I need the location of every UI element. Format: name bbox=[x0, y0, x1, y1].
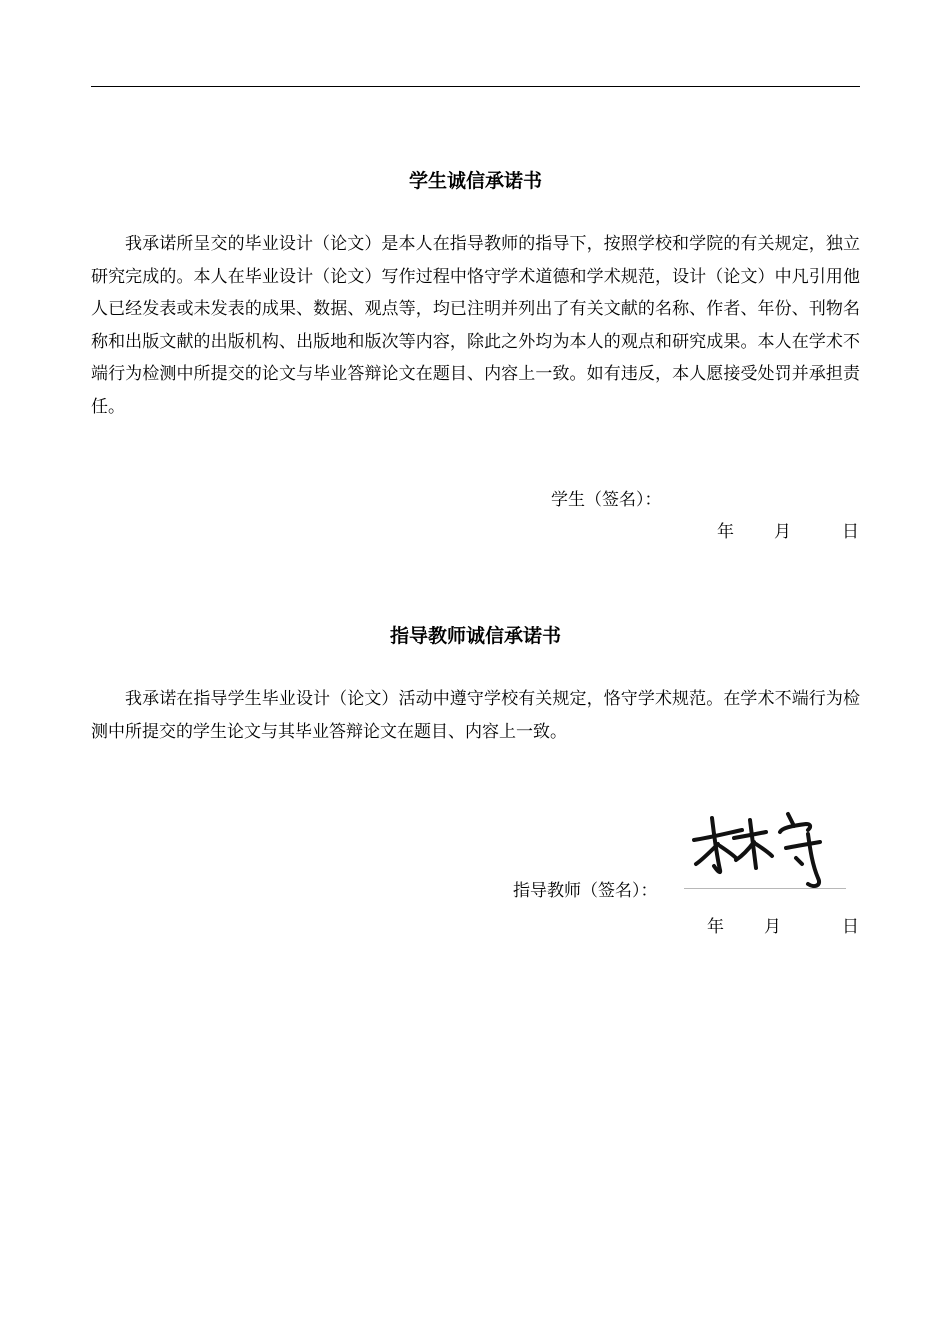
student-date-row bbox=[0, 520, 950, 544]
student-date-year: 年 bbox=[717, 522, 734, 542]
advisor-date-day: 日 bbox=[842, 917, 859, 937]
advisor-pledge-body: 我承诺在指导学生毕业设计（论文）活动中遵守学校有关规定，恪守学术规范。在学术不端行为检测中所提交的学生论文与其毕业答辩论文在题目、内容上一致。 bbox=[91, 689, 860, 742]
advisor-signature-line bbox=[684, 888, 846, 889]
student-pledge-title: 学生诚信承诺书 bbox=[408, 170, 542, 192]
advisor-date-row bbox=[0, 915, 950, 939]
advisor-signature-label: 指导教师（签名）： bbox=[513, 881, 658, 901]
advisor-pledge-title: 指导教师诚信承诺书 bbox=[389, 625, 561, 647]
header-rule bbox=[91, 86, 860, 87]
advisor-date-month: 月 bbox=[764, 917, 781, 937]
student-date-day: 日 bbox=[842, 522, 859, 542]
student-signature-label: 学生（签名）： bbox=[551, 490, 662, 510]
advisor-date-year: 年 bbox=[707, 917, 724, 937]
student-date-month: 月 bbox=[774, 522, 791, 542]
advisor-handwritten-signature bbox=[690, 808, 840, 893]
student-pledge-body: 我承诺所呈交的毕业设计（论文）是本人在指导教师的指导下，按照学校和学院的有关规定，独立研究完成的。本人在毕业设计（论文）写作过程中恪守学术道德和学术规范，设计（论文）中凡引用他人已经发表或未发表的成果、数据、观点等，均已注明并列出了有关文献的名称、作者、年份、刊物名称和出版文献的出版机构、出版地和版次等内容，除此之外均为本人的观点和研究成果。本人在学术不端行为检测中所提交的论文与毕业答辩论文在题目、内容上一致。如有违反，本人愿接受处罚并承担责任。 bbox=[91, 234, 860, 417]
